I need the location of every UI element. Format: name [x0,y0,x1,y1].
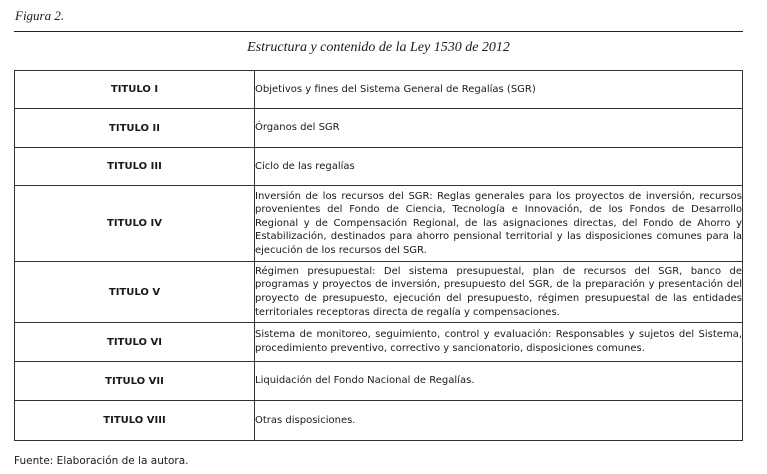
row-description: Otras disposiciones. [255,401,743,441]
table-row [15,148,743,186]
row-title: TITULO VI [15,323,255,362]
source-note: Fuente: Elaboración de la autora. [14,455,189,467]
row-description: Ciclo de las regalías [255,148,743,186]
row-description: Liquidación del Fondo Nacional de Regalías. [255,362,743,401]
row-description: Objetivos y fines del Sistema General de Regalías (SGR) [255,71,743,109]
row-title: TITULO VII [15,362,255,401]
table-row [15,109,743,148]
row-title: TITULO III [15,148,255,186]
table-row [15,262,743,323]
table-row [15,401,743,441]
law-structure-table [14,70,743,441]
row-description: Órganos del SGR [255,109,743,148]
top-rule [14,31,743,32]
table-row [15,323,743,362]
row-description: Sistema de monitoreo, seguimiento, control y evaluación: Responsables y sujetos del Sistema, procedimiento preventivo, correctivo y sancionatorio, disposiciones comunes. [255,323,743,362]
row-title: TITULO V [15,262,255,323]
row-title: TITULO VIII [15,401,255,441]
table-row [15,186,743,262]
row-title: TITULO IV [15,186,255,262]
row-description: Régimen presupuestal: Del sistema presupuestal, plan de recursos del SGR, banco de programas y proyectos de inversión, presupuesto del SGR, de la preparación y presentación del proyecto de presupuesto, ejecución del presupuesto, régimen presupuestal de las entidades territoriales receptoras directa de regalía y compensaciones. [255,262,743,323]
table-row [15,71,743,109]
figure-label: Figura 2. [15,8,65,23]
row-title: TITULO II [15,109,255,148]
row-description: Inversión de los recursos del SGR: Reglas generales para los proyectos de inversión, recursos provenientes del Fondo de Ciencia, Tecnología e Innovación, de los Fondos de Desarrollo Regional y de Compensación Regional, de las asignaciones directas, del Fondo de Ahorro y Estabilización, destinados para ahorro pensional territorial y las disposiciones comunes para la ejecución de los recursos del SGR. [255,186,743,262]
table-caption: Estructura y contenido de la Ley 1530 de 2012 [247,40,510,55]
row-title: TITULO I [15,71,255,109]
table-row [15,362,743,401]
